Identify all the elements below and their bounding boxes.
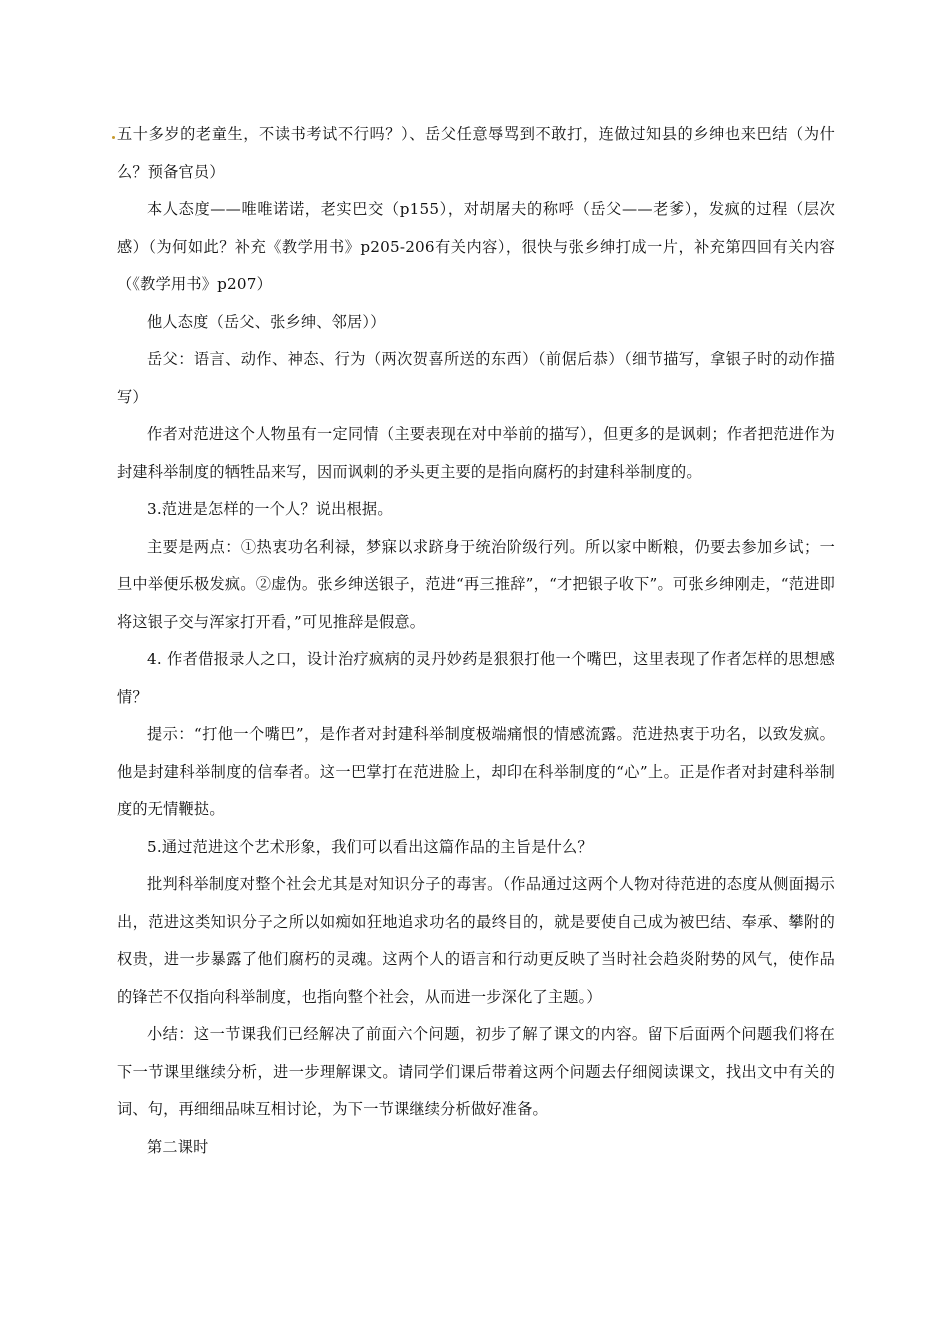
section-heading-second-lesson: 第二课时	[147, 1137, 209, 1156]
question-3: 3.范进是怎样的一个人？说出根据。	[147, 500, 393, 518]
margin-dot-mark	[112, 136, 115, 139]
paragraph-father-in-law: 岳父：语言、动作、神态、行为（两次贺喜所送的东西）（前倨后恭）（细节描写，拿银子时的动作描写）	[117, 350, 835, 406]
paragraph-author-view: 作者对范进这个人物虽有一定同情（主要表现在对中举前的描写），但更多的是讽刺；作者把范进作为封建科举制度的牺牲品来写，因而讽刺的矛头更主要的是指向腐朽的封建科举制度的。	[117, 425, 835, 481]
answer-3: 主要是两点：①热衷功名利禄，梦寐以求跻身于统治阶级行列。所以家中断粮，仍要去参加乡试；一旦中举便乐极发疯。②虚伪。张乡绅送银子，范进“再三推辞”，“才把银子收下”。可张乡绅刚走，“范进即将这银子交与浑家打开看，”可见推辞是假意。	[117, 537, 835, 631]
question-5: 5.通过范进这个艺术形象，我们可以看出这篇作品的主旨是什么？	[147, 837, 593, 856]
question-4: 4. 作者借报录人之口，设计治疗疯病的灵丹妙药是狠狠打他一个嘴巴，这里表现了作者怎样的思想感情？	[117, 650, 835, 706]
paragraph-others-attitude: 他人态度（岳父、张乡绅、邻居））	[147, 312, 386, 331]
answer-4: 提示：“打他一个嘴巴”，是作者对封建科举制度极端痛恨的情感流露。范进热衷于功名，以致发疯。他是封建科举制度的信奉者。这一巴掌打在范进脸上，却印在科举制度的“心”上。正是作者对封建科举制度的无情鞭挞。	[117, 725, 835, 818]
summary-paragraph: 小结：这一节课我们已经解决了前面六个问题，初步了解了课文的内容。留下后面两个问题我们将在下一节课里继续分析，进一步理解课文。请同学们课后带着这两个问题去仔细阅读课文，找出文中有关的词、句，再细细品味互相讨论，为下一节课继续分析做好准备。	[117, 1025, 835, 1118]
paragraph-continued-question: 五十多岁的老童生，不读书考试不行吗？）、岳父任意辱骂到不敢打，连做过知县的乡绅也来巴结（为什么？预备官员）	[117, 125, 835, 181]
paragraph-self-attitude: 本人态度——唯唯诺诺，老实巴交（p155），对胡屠夫的称呼（岳父——老爹），发疯的过程（层次感）（为何如此？补充《教学用书》p205-206有关内容），很快与张乡绅打成一片，补充第四回有关内容（《教学用书》p207）	[117, 200, 835, 293]
document-body	[117, 116, 835, 1166]
answer-5: 批判科举制度对整个社会尤其是对知识分子的毒害。（作品通过这两个人物对待范进的态度从侧面揭示出，范进这类知识分子之所以如痴如狂地追求功名的最终目的，就是要使自己成为被巴结、奉承、攀附的权贵，进一步暴露了他们腐朽的灵魂。这两个人的语言和行动更反映了当时社会趋炎附势的风气，使作品的锋芒不仅指向科举制度，也指向整个社会，从而进一步深化了主题。）	[117, 875, 835, 1006]
